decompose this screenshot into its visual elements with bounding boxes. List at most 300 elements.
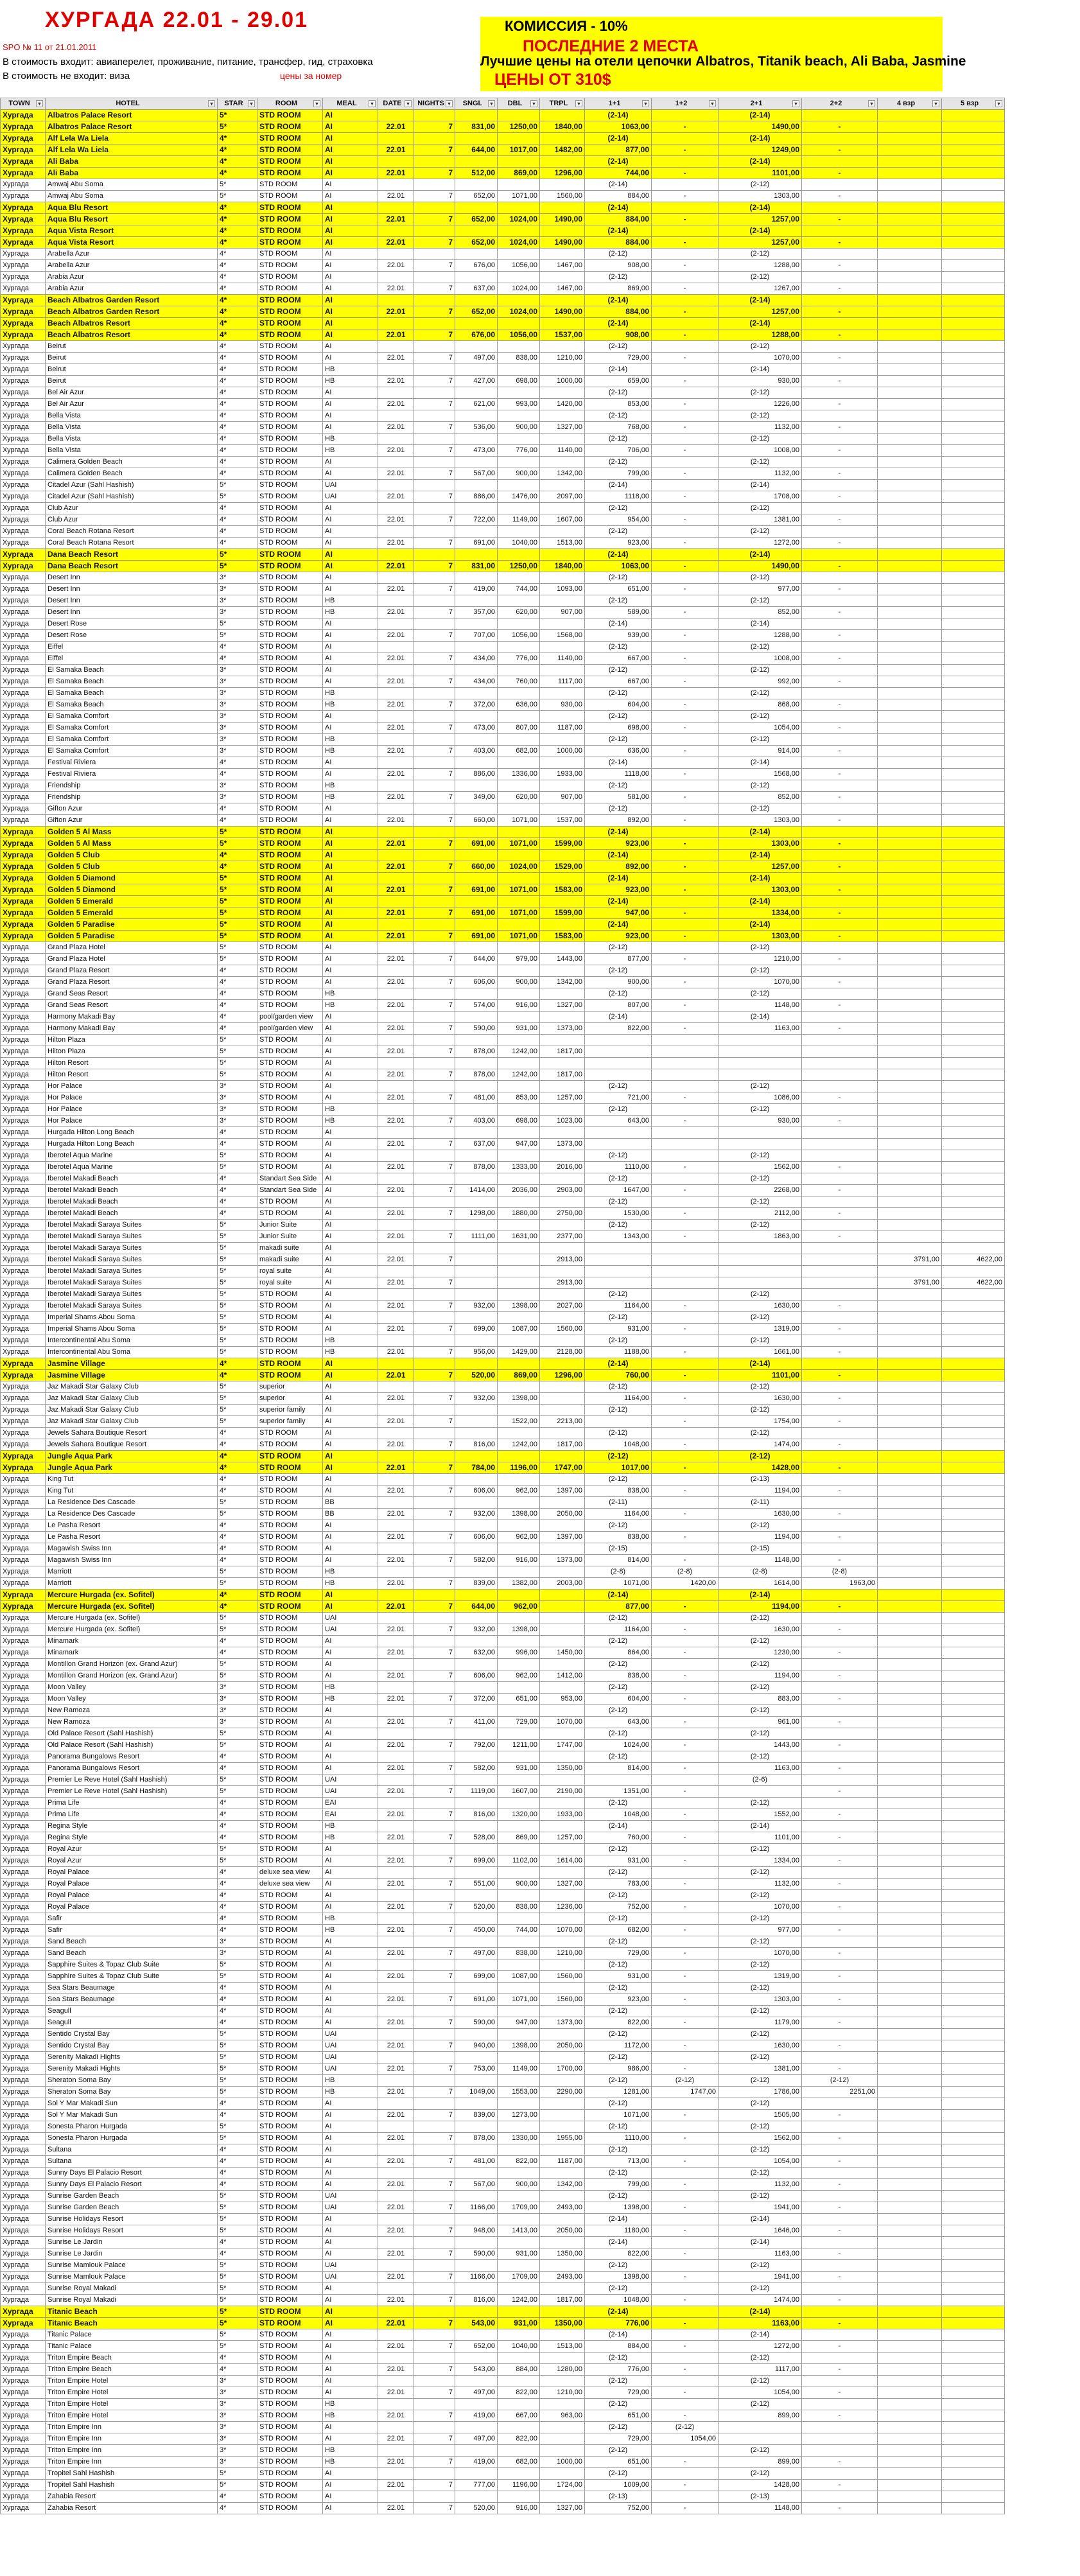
table-cell[interactable]: 22.01 (378, 977, 414, 988)
table-cell[interactable]: 4* (218, 988, 257, 1000)
table-cell[interactable] (455, 179, 498, 191)
table-cell[interactable] (942, 884, 1005, 896)
table-cell[interactable]: HB (323, 1335, 378, 1347)
table-cell[interactable] (498, 734, 540, 746)
table-cell[interactable]: (2-12) (719, 572, 802, 584)
table-cell[interactable]: 1054,00 (719, 2387, 802, 2399)
table-cell[interactable] (455, 1243, 498, 1254)
table-cell[interactable]: STD ROOM (257, 1913, 323, 1925)
table-cell[interactable] (498, 1358, 540, 1370)
table-cell[interactable]: STD ROOM (257, 549, 323, 561)
table-cell[interactable] (414, 1474, 455, 1485)
table-cell[interactable] (540, 1451, 585, 1462)
table-cell[interactable]: 7 (414, 2110, 455, 2121)
table-cell[interactable]: (2-12) (719, 1844, 802, 1855)
table-cell[interactable]: - (802, 1439, 878, 1451)
table-cell[interactable]: 5* (218, 549, 257, 561)
table-cell[interactable] (498, 1844, 540, 1855)
table-cell[interactable]: 5* (218, 2295, 257, 2306)
table-cell[interactable]: 22.01 (378, 191, 414, 202)
table-cell[interactable]: 3* (218, 1936, 257, 1948)
table-cell[interactable] (942, 942, 1005, 954)
table-cell[interactable]: - (802, 283, 878, 295)
table-cell[interactable] (455, 2329, 498, 2341)
table-cell[interactable]: 1560,00 (540, 1324, 585, 1335)
table-cell[interactable]: 776,00 (498, 653, 540, 665)
table-cell[interactable]: 7 (414, 769, 455, 780)
table-cell[interactable]: 7 (414, 1763, 455, 1774)
table-cell[interactable] (878, 2491, 942, 2503)
table-cell[interactable] (802, 1728, 878, 1740)
table-cell[interactable]: STD ROOM (257, 1324, 323, 1335)
table-cell[interactable] (540, 942, 585, 954)
table-cell[interactable]: Ali Baba (46, 156, 218, 168)
table-cell[interactable] (942, 2191, 1005, 2202)
table-cell[interactable]: (2-12) (719, 1636, 802, 1647)
table-cell[interactable] (878, 2133, 942, 2144)
table-cell[interactable]: 4* (218, 133, 257, 145)
table-cell[interactable]: Sunny Days El Palacio Resort (46, 2168, 218, 2179)
table-cell[interactable]: 1529,00 (540, 861, 585, 873)
table-cell[interactable]: STD ROOM (257, 2052, 323, 2063)
table-cell[interactable] (498, 1012, 540, 1023)
table-cell[interactable]: STD ROOM (257, 1705, 323, 1717)
table-cell[interactable]: 1226,00 (719, 399, 802, 410)
table-cell[interactable]: La Residence Des Cascade (46, 1497, 218, 1509)
table-cell[interactable]: AI (323, 214, 378, 225)
table-cell[interactable]: 3* (218, 746, 257, 757)
table-cell[interactable] (540, 526, 585, 538)
table-cell[interactable]: - (652, 699, 719, 711)
table-cell[interactable]: - (802, 306, 878, 318)
table-cell[interactable]: Хургада (1, 2353, 46, 2364)
table-cell[interactable]: 947,00 (585, 907, 652, 919)
table-cell[interactable]: Хургада (1, 1832, 46, 1844)
table-cell[interactable]: 1242,00 (498, 1046, 540, 1058)
table-cell[interactable] (878, 2376, 942, 2387)
table-cell[interactable] (455, 1474, 498, 1485)
table-cell[interactable] (802, 1220, 878, 1231)
table-cell[interactable]: 5* (218, 1301, 257, 1312)
table-cell[interactable]: (2-12) (719, 2006, 802, 2017)
table-cell[interactable]: 931,00 (585, 1971, 652, 1983)
table-cell[interactable] (652, 387, 719, 399)
table-cell[interactable]: 7 (414, 861, 455, 873)
table-cell[interactable] (455, 988, 498, 1000)
table-cell[interactable] (942, 1324, 1005, 1335)
table-cell[interactable]: 652,00 (455, 191, 498, 202)
table-cell[interactable] (878, 2457, 942, 2468)
table-cell[interactable]: Хургада (1, 618, 46, 630)
table-cell[interactable]: STD ROOM (257, 2376, 323, 2387)
table-cell[interactable] (498, 665, 540, 676)
table-cell[interactable]: - (652, 376, 719, 387)
table-cell[interactable]: 900,00 (498, 977, 540, 988)
table-cell[interactable] (414, 1335, 455, 1347)
table-cell[interactable]: STD ROOM (257, 110, 323, 121)
table-cell[interactable]: Titanic Beach (46, 2318, 218, 2329)
table-cell[interactable]: 5* (218, 907, 257, 919)
table-cell[interactable] (878, 1601, 942, 1613)
table-cell[interactable]: 4* (218, 861, 257, 873)
table-cell[interactable]: 5* (218, 1844, 257, 1855)
table-cell[interactable]: 1148,00 (719, 1555, 802, 1566)
table-cell[interactable]: 652,00 (455, 237, 498, 249)
table-cell[interactable] (878, 642, 942, 653)
table-cell[interactable]: 5* (218, 121, 257, 133)
table-cell[interactable]: AI (323, 387, 378, 399)
table-cell[interactable]: 7 (414, 1971, 455, 1983)
table-cell[interactable]: 5* (218, 1613, 257, 1624)
table-cell[interactable] (802, 572, 878, 584)
table-cell[interactable] (802, 1774, 878, 1786)
table-cell[interactable] (652, 572, 719, 584)
table-cell[interactable]: Golden 5 Diamond (46, 884, 218, 896)
table-cell[interactable]: Хургада (1, 1208, 46, 1220)
table-cell[interactable]: AI (323, 711, 378, 723)
table-cell[interactable]: AI (323, 1405, 378, 1416)
table-cell[interactable] (652, 526, 719, 538)
table-cell[interactable]: 5* (218, 480, 257, 491)
table-cell[interactable]: 3* (218, 2410, 257, 2422)
table-cell[interactable] (540, 2376, 585, 2387)
table-cell[interactable]: 838,00 (585, 1532, 652, 1543)
table-cell[interactable]: 996,00 (498, 1647, 540, 1659)
table-cell[interactable] (378, 434, 414, 445)
table-cell[interactable] (878, 1069, 942, 1081)
table-cell[interactable]: 5* (218, 2214, 257, 2225)
table-cell[interactable]: (2-12) (802, 2075, 878, 2087)
table-cell[interactable] (878, 2214, 942, 2225)
table-cell[interactable]: 620,00 (498, 607, 540, 618)
table-cell[interactable]: 4* (218, 653, 257, 665)
table-cell[interactable] (942, 572, 1005, 584)
table-cell[interactable]: 993,00 (498, 399, 540, 410)
table-cell[interactable]: (2-11) (585, 1497, 652, 1509)
table-cell[interactable]: STD ROOM (257, 1543, 323, 1555)
table-cell[interactable] (540, 2422, 585, 2433)
table-cell[interactable]: Zahabia Resort (46, 2503, 218, 2514)
table-cell[interactable]: - (802, 514, 878, 526)
table-cell[interactable] (498, 1821, 540, 1832)
table-cell[interactable]: AI (323, 422, 378, 434)
table-cell[interactable]: Хургада (1, 399, 46, 410)
table-cell[interactable]: Dana Beach Resort (46, 561, 218, 572)
table-cell[interactable]: Intercontinental Abu Soma (46, 1335, 218, 1347)
table-cell[interactable]: 900,00 (498, 422, 540, 434)
table-cell[interactable] (414, 225, 455, 237)
table-cell[interactable]: 1334,00 (719, 1855, 802, 1867)
table-cell[interactable]: 5* (218, 1243, 257, 1254)
table-cell[interactable] (802, 2353, 878, 2364)
table-cell[interactable]: STD ROOM (257, 1474, 323, 1485)
table-cell[interactable] (878, 699, 942, 711)
table-cell[interactable]: STD ROOM (257, 827, 323, 838)
table-cell[interactable]: Хургада (1, 2422, 46, 2433)
table-cell[interactable] (414, 457, 455, 468)
table-cell[interactable]: 1560,00 (540, 1994, 585, 2006)
table-cell[interactable]: Хургада (1, 1763, 46, 1774)
table-cell[interactable]: AI (323, 815, 378, 827)
table-cell[interactable]: Le Pasha Resort (46, 1520, 218, 1532)
table-cell[interactable]: 7 (414, 2156, 455, 2168)
column-header-2+2[interactable] (802, 98, 878, 110)
table-cell[interactable] (942, 2260, 1005, 2272)
table-cell[interactable]: Хургада (1, 2075, 46, 2087)
table-cell[interactable]: 4* (218, 1925, 257, 1936)
table-cell[interactable]: Royal Palace (46, 1879, 218, 1890)
table-cell[interactable] (414, 249, 455, 260)
table-cell[interactable] (878, 769, 942, 780)
table-cell[interactable]: AI (323, 2225, 378, 2237)
table-cell[interactable]: 892,00 (585, 815, 652, 827)
table-cell[interactable] (878, 1381, 942, 1393)
table-cell[interactable]: (2-14) (719, 2306, 802, 2318)
table-cell[interactable]: 900,00 (498, 468, 540, 480)
table-cell[interactable] (878, 1705, 942, 1717)
table-cell[interactable]: STD ROOM (257, 1948, 323, 1959)
table-cell[interactable] (414, 896, 455, 907)
table-cell[interactable] (455, 572, 498, 584)
table-cell[interactable] (414, 1196, 455, 1208)
table-cell[interactable] (802, 1890, 878, 1902)
table-cell[interactable]: Хургада (1, 1405, 46, 1416)
table-cell[interactable]: STD ROOM (257, 954, 323, 965)
table-cell[interactable] (455, 2422, 498, 2433)
table-cell[interactable] (942, 1578, 1005, 1590)
table-cell[interactable]: 1630,00 (719, 1393, 802, 1405)
table-cell[interactable]: AI (323, 1012, 378, 1023)
table-cell[interactable]: 7 (414, 1670, 455, 1682)
table-cell[interactable]: - (652, 538, 719, 549)
table-cell[interactable]: 581,00 (585, 792, 652, 803)
table-cell[interactable]: STD ROOM (257, 2191, 323, 2202)
table-cell[interactable]: 7 (414, 145, 455, 156)
table-cell[interactable] (652, 2468, 719, 2480)
table-cell[interactable]: Хургада (1, 2110, 46, 2121)
table-cell[interactable]: AI (323, 1277, 378, 1289)
table-cell[interactable]: STD ROOM (257, 838, 323, 850)
table-cell[interactable]: 1412,00 (540, 1670, 585, 1682)
table-cell[interactable]: 3* (218, 1705, 257, 1717)
table-cell[interactable] (878, 249, 942, 260)
table-cell[interactable]: Beach Albatros Garden Resort (46, 306, 218, 318)
table-cell[interactable] (414, 295, 455, 306)
table-cell[interactable]: 4* (218, 225, 257, 237)
table-cell[interactable]: 22.01 (378, 491, 414, 503)
table-cell[interactable] (378, 503, 414, 514)
table-cell[interactable]: (2-12) (719, 410, 802, 422)
table-cell[interactable]: HB (323, 792, 378, 803)
table-cell[interactable] (942, 2006, 1005, 2017)
table-cell[interactable] (942, 353, 1005, 364)
table-cell[interactable] (719, 1139, 802, 1150)
table-cell[interactable] (942, 2248, 1005, 2260)
table-cell[interactable]: 1172,00 (585, 2040, 652, 2052)
table-cell[interactable] (802, 410, 878, 422)
table-cell[interactable]: AI (323, 954, 378, 965)
table-cell[interactable] (378, 1543, 414, 1555)
table-cell[interactable]: 22.01 (378, 584, 414, 595)
table-cell[interactable]: Хургада (1, 445, 46, 457)
table-cell[interactable]: STD ROOM (257, 1462, 323, 1474)
table-cell[interactable] (540, 803, 585, 815)
table-cell[interactable] (455, 1058, 498, 1069)
table-cell[interactable] (878, 2364, 942, 2376)
table-cell[interactable] (414, 1728, 455, 1740)
table-cell[interactable]: Хургада (1, 942, 46, 954)
table-cell[interactable] (498, 1335, 540, 1347)
table-cell[interactable]: 877,00 (585, 954, 652, 965)
table-cell[interactable]: Хургада (1, 1694, 46, 1705)
table-cell[interactable] (942, 931, 1005, 942)
table-cell[interactable]: 1747,00 (540, 1740, 585, 1751)
table-cell[interactable]: - (652, 815, 719, 827)
table-cell[interactable]: Хургада (1, 1613, 46, 1624)
table-cell[interactable] (540, 1624, 585, 1636)
table-cell[interactable]: 606,00 (455, 1532, 498, 1543)
table-cell[interactable] (652, 179, 719, 191)
table-cell[interactable]: (2-12) (719, 1867, 802, 1879)
table-cell[interactable]: (2-12) (585, 2098, 652, 2110)
table-cell[interactable]: STD ROOM (257, 2087, 323, 2098)
table-cell[interactable] (455, 2168, 498, 2179)
table-cell[interactable]: - (652, 838, 719, 850)
table-cell[interactable] (942, 1196, 1005, 1208)
table-cell[interactable]: 7 (414, 2433, 455, 2445)
table-cell[interactable] (540, 2433, 585, 2445)
table-cell[interactable]: Хургада (1, 1821, 46, 1832)
table-cell[interactable]: AI (323, 2422, 378, 2433)
table-cell[interactable]: STD ROOM (257, 1347, 323, 1358)
table-cell[interactable]: Hor Palace (46, 1104, 218, 1116)
table-cell[interactable] (878, 1566, 942, 1578)
table-cell[interactable]: 1630,00 (719, 1624, 802, 1636)
table-cell[interactable]: AI (323, 1647, 378, 1659)
table-cell[interactable] (414, 1844, 455, 1855)
table-cell[interactable]: Хургада (1, 468, 46, 480)
table-cell[interactable]: 1700,00 (540, 2063, 585, 2075)
table-cell[interactable]: 22.01 (378, 1694, 414, 1705)
table-cell[interactable]: - (802, 977, 878, 988)
table-cell[interactable] (540, 1312, 585, 1324)
table-cell[interactable] (942, 1798, 1005, 1809)
table-cell[interactable] (455, 1867, 498, 1879)
table-cell[interactable]: 4* (218, 1821, 257, 1832)
table-cell[interactable]: Intercontinental Abu Soma (46, 1347, 218, 1358)
table-cell[interactable]: 3* (218, 665, 257, 676)
table-cell[interactable]: Хургада (1, 653, 46, 665)
table-cell[interactable] (878, 2433, 942, 2445)
table-cell[interactable]: - (652, 1555, 719, 1566)
table-cell[interactable]: - (652, 2341, 719, 2353)
table-cell[interactable] (540, 896, 585, 907)
table-cell[interactable]: Iberotel Aqua Marine (46, 1162, 218, 1173)
table-cell[interactable]: (2-12) (585, 2353, 652, 2364)
table-cell[interactable]: (2-12) (585, 595, 652, 607)
table-cell[interactable]: 822,00 (585, 2248, 652, 2260)
table-cell[interactable]: 1568,00 (540, 630, 585, 642)
table-cell[interactable] (942, 272, 1005, 283)
table-cell[interactable] (540, 341, 585, 353)
table-cell[interactable] (455, 1590, 498, 1601)
table-cell[interactable]: AI (323, 2387, 378, 2399)
table-cell[interactable]: 1786,00 (719, 2087, 802, 2098)
table-cell[interactable]: 1164,00 (585, 1624, 652, 1636)
table-cell[interactable] (378, 2329, 414, 2341)
table-cell[interactable]: AI (323, 110, 378, 121)
table-cell[interactable] (942, 1543, 1005, 1555)
table-cell[interactable]: - (802, 1301, 878, 1312)
table-cell[interactable] (878, 2248, 942, 2260)
table-cell[interactable]: 4* (218, 445, 257, 457)
table-cell[interactable]: STD ROOM (257, 1335, 323, 1347)
filter-dropdown-icon[interactable]: ▾ (709, 100, 716, 107)
table-cell[interactable] (942, 792, 1005, 803)
table-cell[interactable]: AI (323, 931, 378, 942)
table-cell[interactable]: 7 (414, 676, 455, 688)
table-cell[interactable] (455, 618, 498, 630)
table-cell[interactable]: (2-12) (585, 1104, 652, 1116)
table-cell[interactable]: 651,00 (498, 1694, 540, 1705)
table-cell[interactable] (878, 1763, 942, 1774)
table-cell[interactable] (942, 538, 1005, 549)
table-cell[interactable]: (2-12) (719, 2191, 802, 2202)
table-cell[interactable] (498, 434, 540, 445)
table-cell[interactable]: 22.01 (378, 1902, 414, 1913)
table-cell[interactable]: Хургада (1, 1358, 46, 1370)
table-cell[interactable] (652, 2306, 719, 2318)
table-cell[interactable]: Sunrise Mamlouk Palace (46, 2272, 218, 2283)
table-cell[interactable]: 512,00 (455, 168, 498, 179)
table-cell[interactable] (878, 1948, 942, 1959)
table-cell[interactable]: 7 (414, 468, 455, 480)
table-cell[interactable] (942, 249, 1005, 260)
table-cell[interactable]: Хургада (1, 711, 46, 723)
table-cell[interactable] (498, 1104, 540, 1116)
table-cell[interactable]: 1024,00 (498, 237, 540, 249)
table-cell[interactable]: 1560,00 (540, 191, 585, 202)
table-cell[interactable]: 699,00 (455, 1855, 498, 1867)
table-cell[interactable] (455, 295, 498, 306)
table-cell[interactable] (942, 1462, 1005, 1474)
table-cell[interactable] (498, 1173, 540, 1185)
table-cell[interactable]: - (652, 422, 719, 434)
table-cell[interactable]: 682,00 (498, 2457, 540, 2468)
table-cell[interactable]: - (652, 191, 719, 202)
table-cell[interactable]: HB (323, 1578, 378, 1590)
table-cell[interactable] (942, 2121, 1005, 2133)
table-cell[interactable]: (2-14) (585, 2237, 652, 2248)
table-cell[interactable]: 1024,00 (498, 306, 540, 318)
table-cell[interactable]: STD ROOM (257, 1636, 323, 1647)
table-cell[interactable]: 7 (414, 1231, 455, 1243)
table-cell[interactable]: 878,00 (455, 1069, 498, 1081)
table-cell[interactable] (540, 1936, 585, 1948)
table-cell[interactable]: 1303,00 (719, 931, 802, 942)
table-cell[interactable]: 1343,00 (585, 1231, 652, 1243)
table-cell[interactable] (414, 988, 455, 1000)
table-cell[interactable] (878, 1439, 942, 1451)
table-cell[interactable] (652, 1520, 719, 1532)
table-cell[interactable] (540, 1173, 585, 1185)
table-cell[interactable] (942, 121, 1005, 133)
table-cell[interactable] (585, 1127, 652, 1139)
table-cell[interactable]: 930,00 (719, 1116, 802, 1127)
table-cell[interactable]: STD ROOM (257, 1035, 323, 1046)
table-cell[interactable]: 5* (218, 2121, 257, 2133)
table-cell[interactable]: 1148,00 (719, 2503, 802, 2514)
